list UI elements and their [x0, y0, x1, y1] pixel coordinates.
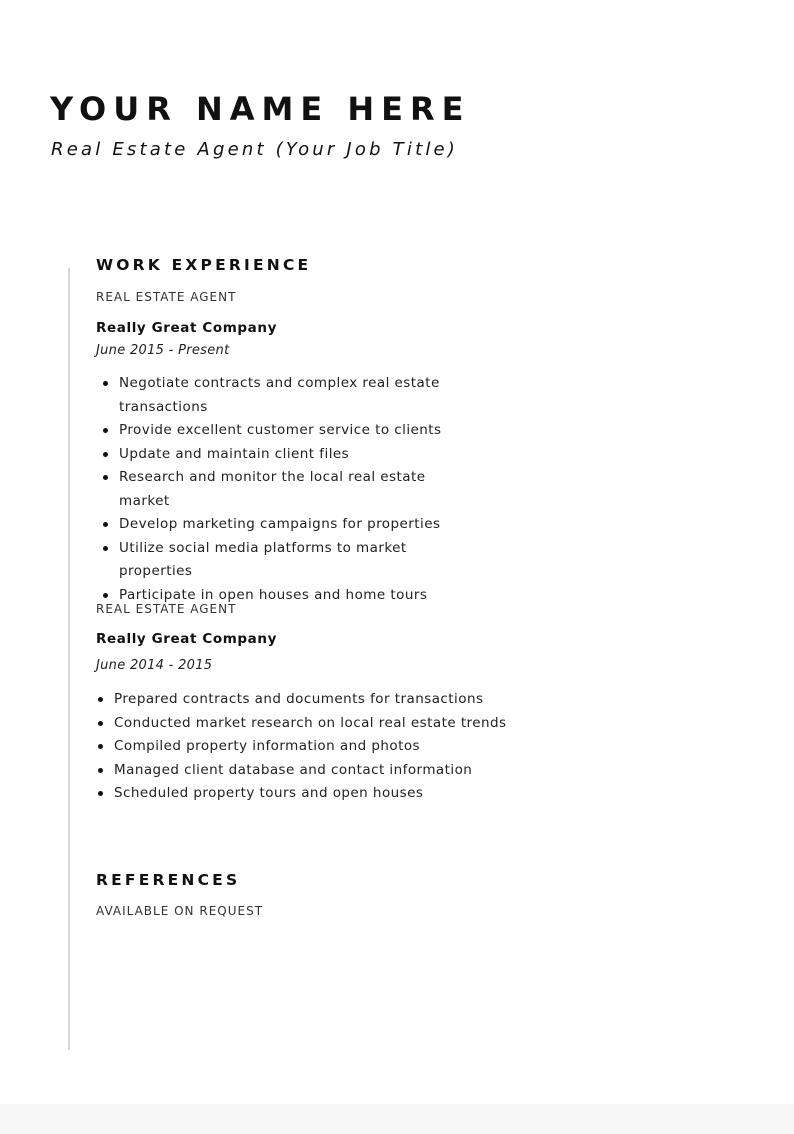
duty-item: Participate in open houses and home tours: [119, 584, 479, 608]
job-duties-list: [114, 688, 534, 806]
duty-item: Conducted market research on local real estate trends: [114, 712, 534, 736]
references-heading: REFERENCES: [96, 871, 241, 889]
job-dates: June 2015 - Present: [96, 343, 230, 358]
job-role: REAL ESTATE AGENT: [96, 290, 237, 304]
duty-item: Prepared contracts and documents for transactions: [114, 688, 534, 712]
duty-item: Scheduled property tours and open houses: [114, 782, 534, 806]
duty-item: Develop marketing campaigns for properties: [119, 513, 479, 537]
section-divider-line: [68, 268, 70, 1050]
duty-item: Utilize social media platforms to market properties: [119, 537, 479, 584]
duty-item: Update and maintain client files: [119, 443, 479, 467]
job-company: Really Great Company: [96, 631, 278, 647]
job-duties-list: [119, 372, 479, 607]
job-company: Really Great Company: [96, 320, 278, 336]
job-role: REAL ESTATE AGENT: [96, 602, 237, 616]
job-title: Real Estate Agent (Your Job Title): [51, 139, 459, 160]
job-dates: June 2014 - 2015: [96, 658, 213, 673]
duty-item: Research and monitor the local real estate market: [119, 466, 479, 513]
duty-item: Managed client database and contact information: [114, 759, 534, 783]
duty-item: Provide excellent customer service to clients: [119, 419, 479, 443]
work-experience-heading: WORK EXPERIENCE: [96, 256, 312, 274]
references-text: AVAILABLE ON REQUEST: [96, 904, 264, 918]
page-footer-band: [0, 1104, 794, 1134]
duty-item: Negotiate contracts and complex real estate transactions: [119, 372, 479, 419]
duty-item: Compiled property information and photos: [114, 735, 534, 759]
resume-name: YOUR NAME HERE: [50, 90, 471, 128]
